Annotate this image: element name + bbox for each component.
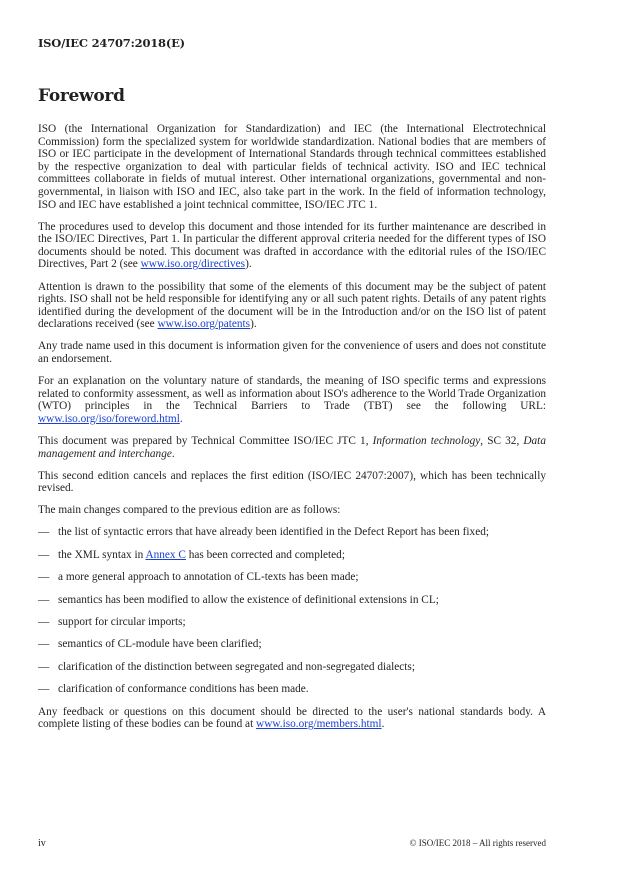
list-item	[38, 571, 546, 584]
directives-link[interactable]: www.iso.org/directives	[140, 258, 246, 271]
list-item	[38, 683, 546, 696]
paragraph-text: .	[381, 718, 385, 731]
patents-link[interactable]: www.iso.org/patents	[157, 318, 251, 331]
dash-bullet-icon: —	[38, 660, 50, 673]
dash-bullet-icon: —	[38, 593, 50, 606]
list-item-text: clarification of conformance conditions has been made.	[58, 683, 309, 696]
changes-list	[38, 526, 546, 695]
paragraph-text: ).	[245, 258, 252, 271]
list-item	[38, 638, 546, 651]
paragraph-text: ).	[250, 318, 257, 331]
list-item-text: a more general approach to annotation of CL-texts has been made;	[58, 571, 359, 584]
foreword-body	[38, 123, 546, 740]
list-item	[38, 616, 546, 629]
list-item-text: semantics has been modified to allow the existence of definitional extensions in CL;	[58, 593, 439, 606]
paragraph-text: .	[179, 412, 183, 425]
paragraph-patents	[38, 281, 546, 331]
list-item-text: the XML syntax in	[58, 548, 146, 561]
paragraph-feedback	[38, 706, 546, 731]
dash-bullet-icon: —	[38, 638, 50, 651]
paragraph-text: .	[171, 447, 175, 460]
paragraph-text: Attention is drawn to the possibility that some of the elements of this document may be the subject of patent rights. ISO shall not be held responsible for identifying any or all such patent rights. Details of any patent rights identified during the development of the document will be in the Introduction and/or on the ISO list of patent declarations received (see	[38, 280, 546, 331]
dash-bullet-icon: —	[38, 548, 50, 561]
list-item-text: support for circular imports;	[58, 616, 186, 628]
page-number: iv	[38, 838, 46, 849]
paragraph-prepared-by	[38, 435, 546, 460]
list-item	[38, 526, 546, 539]
list-item-text: the list of syntactic errors that have already been identified in the Defect Report has been fixed;	[58, 526, 489, 539]
dash-bullet-icon: —	[38, 526, 50, 539]
paragraph-procedures	[38, 221, 546, 271]
paragraph-text: The procedures used to develop this document and those intended for its further maintenance are described in the ISO/IEC Directives, Part 1. In particular the different approval criteria needed for the different types of ISO documents should be noted. This document was drafted in accordance with the editorial rules of the ISO/IEC Directives, Part 2 (see	[38, 220, 546, 271]
list-item-text: clarification of the distinction between segregated and non-segregated dialects;	[58, 660, 415, 673]
page-title: Foreword	[38, 86, 125, 106]
committee-title: Information technology	[372, 434, 481, 447]
paragraph-text: This document was prepared by Technical Committee ISO/IEC JTC 1,	[38, 434, 373, 447]
copyright-notice: © ISO/IEC 2018 – All rights reserved	[409, 838, 546, 848]
list-item	[38, 594, 546, 607]
annex-c-link[interactable]: Annex C	[145, 548, 186, 561]
list-item	[38, 661, 546, 674]
dash-bullet-icon: —	[38, 683, 50, 696]
paragraph-main-changes-intro: The main changes compared to the previous edition are as follows:	[38, 504, 341, 517]
paragraph-voluntary-nature	[38, 375, 546, 425]
document-id-header: ISO/IEC 24707:2018(E)	[38, 36, 185, 50]
list-item	[38, 549, 546, 562]
list-item-text: has been corrected and completed;	[185, 548, 345, 561]
paragraph-iso-iec-intro: ISO (the International Organization for Standardization) and IEC (the International Electrotechnical Commission) form the specialized system for worldwide standardization. National bodies that are members of ISO or IEC participate in the development of International Standards through technical committees established by the respective organization to deal with particular fields of technical activity. ISO and IEC technical committees collaborate in fields of mutual interest. Other international organizations, governmental and non-governmental, in liaison with ISO and IEC, also take part in the work. In the field of information technology, ISO and IEC have established a joint technical committee, ISO/IEC JTC 1.	[38, 123, 546, 211]
dash-bullet-icon: —	[38, 616, 50, 628]
members-link[interactable]: www.iso.org/members.html	[256, 718, 382, 731]
foreword-url-link[interactable]: www.iso.org/iso/foreword.html	[38, 412, 180, 425]
paragraph-trade-name: Any trade name used in this document is information given for the convenience of users and does not constitute an endorsement.	[38, 340, 546, 365]
paragraph-text: , SC 32,	[480, 434, 524, 447]
paragraph-text: For an explanation on the voluntary nature of standards, the meaning of ISO specific terms and expressions related to conformity assessment, as well as information about ISO's adherence to the World Trade Organization (WTO) principles in the Technical Barriers to Trade (TBT) see the following URL:	[38, 375, 546, 413]
list-item-text: semantics of CL-module have been clarified;	[58, 638, 262, 651]
paragraph-text: Any feedback or questions on this document should be directed to the user's national standards body. A complete listing of these bodies can be found at	[38, 705, 546, 731]
dash-bullet-icon: —	[38, 571, 50, 584]
subcommittee-title: Data management and interchange	[38, 434, 546, 460]
paragraph-second-edition: This second edition cancels and replaces the first edition (ISO/IEC 24707:2007), which has been technically revised.	[38, 469, 546, 495]
